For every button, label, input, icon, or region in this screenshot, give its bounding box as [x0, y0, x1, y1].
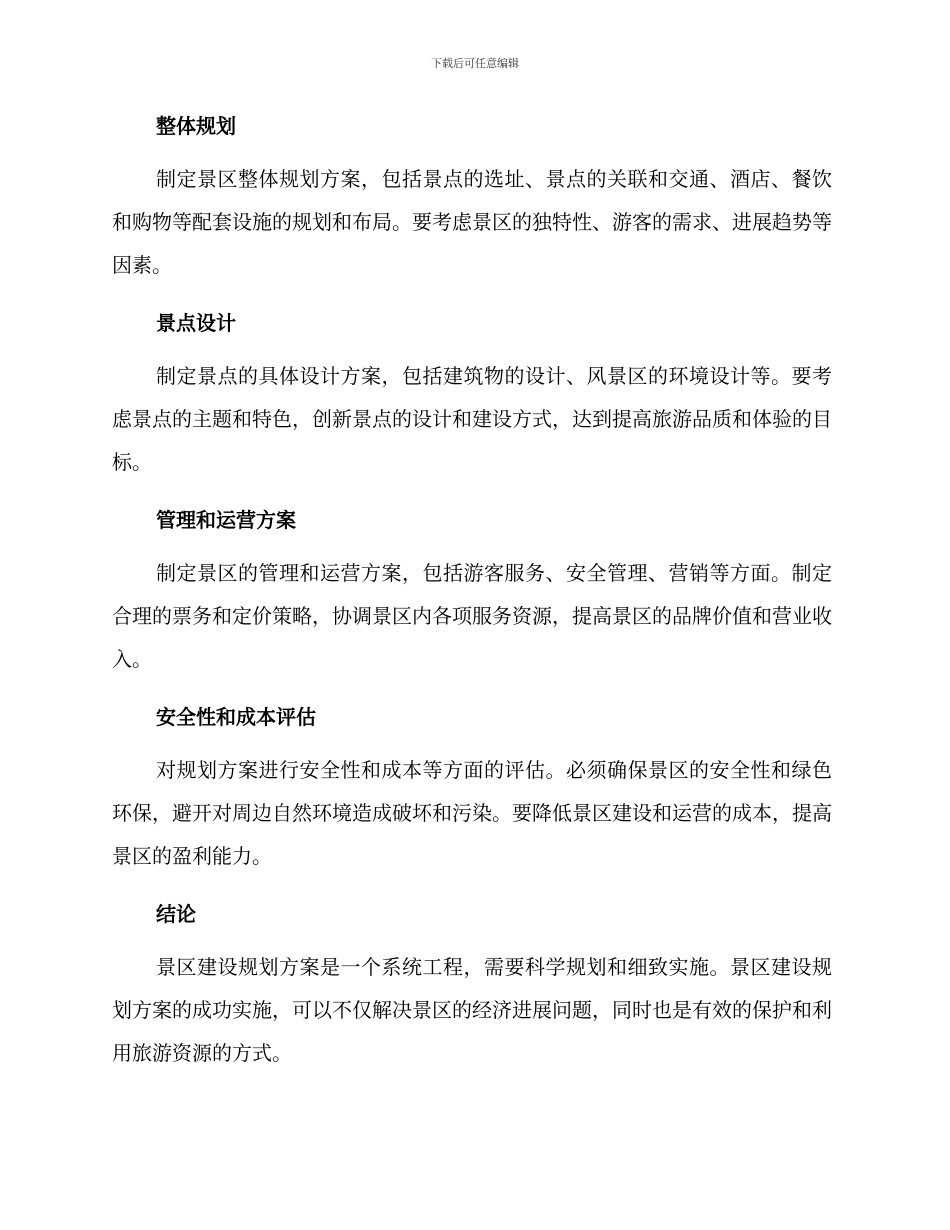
- section-paragraph-attraction-design: 制定景点的具体设计方案，包括建筑物的设计、风景区的环境设计等。要考虑景点的主题和特色，创新景点的设计和建设方式，达到提高旅游品质和体验的目标。: [112, 364, 832, 474]
- section-heading-overall-planning: 整体规划: [156, 114, 236, 138]
- section-heading-safety-cost: 安全性和成本评估: [156, 705, 316, 729]
- section-heading-attraction-design: 景点设计: [156, 311, 236, 335]
- section-paragraph-management-operations: 制定景区的管理和运营方案，包括游客服务、安全管理、营销等方面。制定合理的票务和定价策略，协调景区内各项服务资源，提高景区的品牌价值和营业收入。: [112, 561, 832, 671]
- section-paragraph-overall-planning: 制定景区整体规划方案，包括景点的选址、景点的关联和交通、酒店、餐饮和购物等配套设施的规划和布局。要考虑景区的独特性、游客的需求、进展趋势等因素。: [112, 167, 832, 277]
- section-heading-conclusion: 结论: [156, 902, 196, 926]
- page-header: 下载后可任意编辑: [431, 57, 519, 70]
- document-body: [112, 108, 832, 1093]
- section-heading-management-operations: 管理和运营方案: [156, 508, 296, 532]
- section-paragraph-safety-cost: 对规划方案进行安全性和成本等方面的评估。必须确保景区的安全性和绿色环保，避开对周边自然环境造成破坏和污染。要降低景区建设和运营的成本，提高景区的盈利能力。: [112, 758, 832, 868]
- section-paragraph-conclusion: 景区建设规划方案是一个系统工程，需要科学规划和细致实施。景区建设规划方案的成功实施，可以不仅解决景区的经济进展问题，同时也是有效的保护和利用旅游资源的方式。: [112, 955, 832, 1065]
